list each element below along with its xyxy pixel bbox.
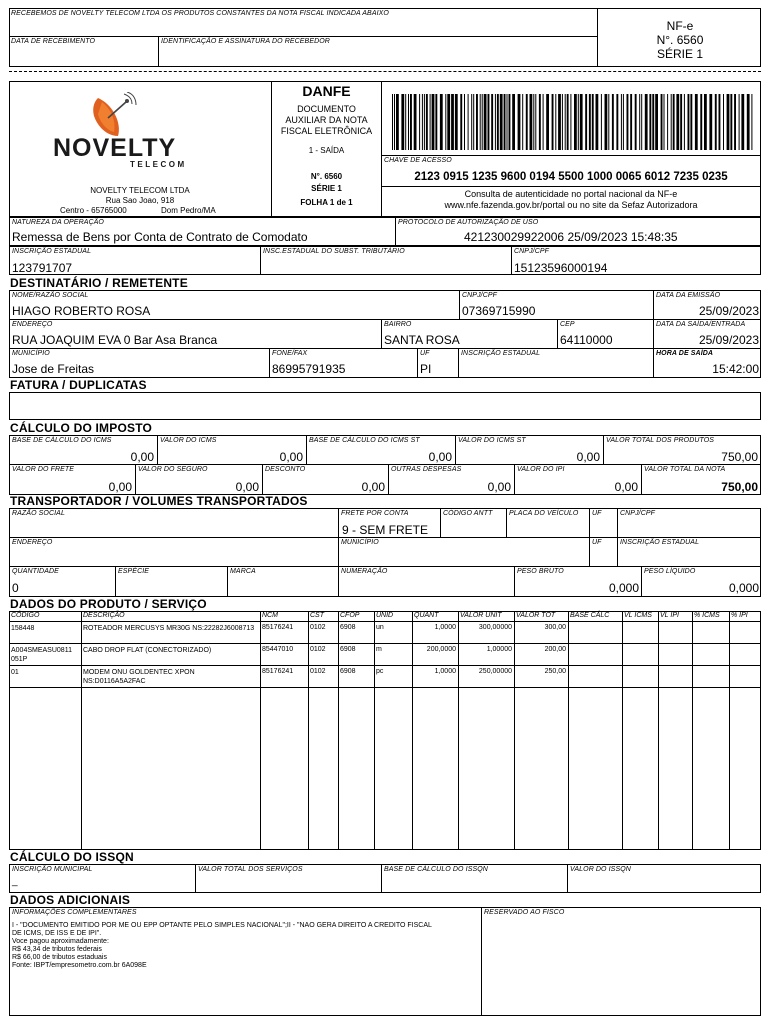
produto-ncm: 85176241 (262, 668, 294, 675)
produto-codigo: A004SMEASU0811 051P (11, 647, 72, 663)
dest-nome-label: NOME/RAZÃO SOCIAL (12, 292, 89, 299)
produtos-header-cell: % ICMS (694, 612, 720, 619)
imposto-label: VALOR TOTAL DA NOTA (644, 466, 726, 473)
barcode-bar (522, 94, 523, 150)
barcode-bar (445, 94, 446, 150)
emitente-endereco: Rua Sao Joao, 918 (105, 196, 175, 205)
emitente-cnpj: 15123596000194 (514, 261, 608, 275)
transp-qtd: 0 (12, 581, 19, 595)
barcode-bar (635, 94, 637, 150)
produto-descricao: CABO DROP FLAT (CONECTORIZADO) (83, 647, 212, 654)
transp-especie-label: ESPÉCIE (118, 568, 150, 575)
canhoto-nfe: NF-e (666, 19, 694, 33)
natureza-value: Remessa de Bens por Conta de Contrato de Comodato (12, 230, 308, 244)
barcode-bar (504, 94, 506, 150)
imposto-label: DESCONTO (265, 466, 306, 473)
produtos-header-cell: VL ICMS (624, 612, 652, 619)
barcode-bar (394, 94, 395, 150)
barcode-bar (414, 94, 417, 150)
produtos-col-divider (374, 611, 375, 850)
produto-cfop: 6908 (340, 668, 356, 675)
barcode-bar (574, 94, 577, 150)
consulta-line2: www.nfe.fazenda.gov.br/portal ou no site da Sefaz Autorizadora (444, 200, 698, 210)
barcode-bar (727, 94, 730, 150)
barcode-bar (562, 94, 563, 150)
produto-descricao: MODEM ONU GOLDENTEC XPON NS:D0116A5A2FAC (83, 669, 195, 685)
transp-bruto: 0,000 (608, 581, 639, 595)
imposto-value: 0,00 (487, 480, 511, 494)
transp-uf-label: UF (592, 510, 602, 517)
produto-cfop: 6908 (340, 646, 356, 653)
transp-liquido-label: PESO LÍQUIDO (644, 568, 696, 575)
produtos-header-cell: CFOP (340, 612, 360, 619)
emitente-cidade: Dom Pedro/MA (161, 206, 216, 215)
barcode-bar (580, 94, 583, 150)
barcode-bar (751, 94, 752, 150)
transp-frete-label: FRETE POR CONTA (341, 510, 409, 517)
produto-unit: 1,00000 (486, 646, 512, 653)
chave-value: 2123 0915 1235 9600 0194 5500 1000 0065 6012 7235 0235 (414, 171, 728, 183)
barcode-bar (565, 94, 566, 150)
issqn-servicos-label: VALOR TOTAL DOS SERVIÇOS (198, 866, 303, 873)
barcode-bar (468, 94, 469, 150)
imposto-value: 0,00 (428, 450, 452, 464)
imposto-value: 0,00 (361, 480, 385, 494)
barcode-bar (673, 94, 675, 150)
produto-descricao: ROTEADOR MERCUSYS MR30G NS:22282J6008713 (83, 625, 255, 632)
dest-cep-label: CEP (560, 321, 575, 328)
imposto-value: 0,00 (279, 450, 303, 464)
barcode-bar (739, 94, 740, 150)
barcode-bar (664, 94, 665, 150)
ie-value: 123791707 (12, 261, 73, 275)
canhoto-ident-label: IDENTIFICAÇÃO E ASSINATURA DO RECEBEDOR (161, 38, 330, 45)
dest-cnpj-label: CNPJ/CPF (462, 292, 498, 299)
barcode-bar (596, 94, 599, 150)
barcode-bar (430, 94, 431, 150)
barcode-bar (645, 94, 648, 150)
imposto-label: VALOR DO FRETE (12, 466, 75, 473)
produtos-col-divider (622, 611, 623, 850)
barcode-bar (741, 94, 744, 150)
barcode-bar (612, 94, 614, 150)
fisco-label: RESERVADO AO FISCO (484, 909, 565, 916)
logo-sub-text: TELECOM (130, 160, 187, 169)
produtos-header-cell: CÓDIGO (11, 612, 40, 619)
barcode-bar (734, 94, 736, 150)
produtos-header-cell: UNID (376, 612, 394, 619)
transp-marca-label: MARCA (230, 568, 256, 575)
barcode-bar (447, 94, 450, 150)
danfe-line3: FISCAL ELETRÔNICA (280, 126, 373, 136)
produtos-header-cell: VALOR TOT (516, 612, 556, 619)
barcode-bar (589, 94, 591, 150)
barcode-bar (608, 94, 609, 150)
barcode-bar (480, 94, 481, 150)
barcode-bar (671, 94, 672, 150)
barcode-bar (605, 94, 608, 150)
barcode-bar (533, 94, 534, 150)
barcode-bar (497, 94, 499, 150)
danfe-numero: N°. 6560 (310, 172, 343, 181)
ie-label: INSCRIÇÃO ESTADUAL (12, 248, 92, 255)
barcode-bar (747, 94, 750, 150)
transp-placa-label: PLACA DO VEÍCULO (509, 510, 579, 517)
transp-razao-label: RAZÃO SOCIAL (12, 510, 65, 517)
imposto-value: 750,00 (721, 450, 758, 464)
novelty-logo (50, 92, 240, 172)
produtos-header-cell: VALOR UNIT (460, 612, 502, 619)
transp-qtd-label: QUANTIDADE (12, 568, 59, 575)
info-line: I - "DOCUMENTO EMITIDO POR ME OU EPP OPTANTE PELO SIMPLES NACIONAL";II - "NAO GERA DIREITO A CREDITO FISCAL (12, 922, 432, 929)
imposto-value: 0,00 (108, 480, 132, 494)
info-line: R$ 43,34 de tributos federais (12, 946, 102, 953)
transp-uf2-label: UF (592, 539, 602, 546)
produtos-col-divider (658, 611, 659, 850)
produto-total: 200,00 (544, 646, 566, 653)
barcode-bar (460, 94, 462, 150)
transp-liquido: 0,000 (728, 581, 759, 595)
info-line: R$ 66,00 de tributos estaduais (12, 954, 107, 961)
produto-unid: un (376, 624, 384, 631)
danfe-title: DANFE (302, 83, 351, 99)
barcode-bar (396, 94, 399, 150)
barcode-bar (616, 94, 618, 150)
dest-uf-label: UF (420, 350, 430, 357)
barcode-bar (440, 94, 443, 150)
produto-cfop: 6908 (340, 624, 356, 631)
barcode (392, 94, 754, 150)
barcode-bar (570, 94, 571, 150)
dest-bairro-label: BAIRRO (384, 321, 412, 328)
barcode-bar (546, 94, 549, 150)
barcode-bar (601, 94, 602, 150)
barcode-bar (432, 94, 435, 150)
fatura-title: FATURA / DUPLICATAS (10, 378, 147, 392)
dest-saida: 25/09/2023 (698, 333, 759, 347)
danfe-serie: SÉRIE 1 (311, 184, 342, 193)
barcode-bar (723, 94, 724, 150)
imposto-label: VALOR DO SEGURO (138, 466, 208, 473)
produtos-col-divider (729, 611, 730, 850)
info-line: Voce pagou aproximadamente: (12, 938, 109, 945)
barcode-bar (680, 94, 682, 150)
dest-fone: 86995791935 (272, 362, 346, 376)
barcode-bar (408, 94, 409, 150)
barcode-bar (435, 94, 437, 150)
produto-unid: pc (376, 668, 384, 675)
emitente-razao: NOVELTY TELECOM LTDA (90, 186, 190, 195)
imposto-value: 0,00 (576, 450, 600, 464)
barcode-bar (649, 94, 651, 150)
imposto-label: OUTRAS DESPESAS (391, 466, 462, 473)
barcode-bar (585, 94, 587, 150)
cut-line (9, 71, 761, 72)
barcode-bar (704, 94, 707, 150)
barcode-bar (455, 94, 458, 150)
produto-codigo: 158448 (11, 625, 35, 632)
info-line: Fonte: IBPT/empresometro.com.br 6A098E (12, 962, 147, 969)
transp-endereco-label: ENDEREÇO (12, 539, 53, 546)
dest-municipio: Jose de Freitas (12, 362, 95, 376)
transp-bruto-label: PESO BRUTO (517, 568, 564, 575)
emitente-bairro: Centro - 65765000 (60, 206, 127, 215)
dest-uf: PI (420, 362, 432, 376)
transp-frete: 9 - SEM FRETE (342, 523, 429, 537)
barcode-bar (451, 94, 454, 150)
barcode-bar (623, 94, 624, 150)
barcode-bar (484, 94, 487, 150)
barcode-bar (730, 94, 732, 150)
dest-saida-label: DATA DA SAÍDA/ENTRADA (656, 321, 746, 328)
transportador-title: TRANSPORTADOR / VOLUMES TRANSPORTADOS (10, 494, 308, 508)
table-row-line (9, 643, 761, 644)
barcode-bar (422, 94, 423, 150)
barcode-bar (512, 94, 515, 150)
barcode-bar (419, 94, 420, 150)
barcode-bar (709, 94, 712, 150)
table-row-line (9, 665, 761, 666)
barcode-bar (630, 94, 632, 150)
barcode-bar (676, 94, 679, 150)
produtos-header-cell: QUANT (414, 612, 439, 619)
barcode-bar (558, 94, 561, 150)
barcode-bar (507, 94, 508, 150)
table-row-line (9, 687, 761, 688)
barcode-bar (719, 94, 721, 150)
imposto-label: VALOR DO IPI (517, 466, 565, 473)
issqn-valor-label: VALOR DO ISSQN (570, 866, 631, 873)
dest-endereco: RUA JOAQUIM EVA 0 Bar Asa Branca (12, 333, 218, 347)
barcode-bar (426, 94, 428, 150)
barcode-bar (491, 94, 493, 150)
info-text (12, 922, 478, 970)
barcode-bar (401, 94, 404, 150)
imposto-value: 0,00 (614, 480, 638, 494)
protocolo-value: 421230029922006 25/09/2023 15:48:35 (464, 230, 678, 244)
emitente-cnpj-label: CNPJ/CPF (514, 248, 550, 255)
barcode-bar (500, 94, 503, 150)
produtos-header-cell: BASE CÁLC (570, 612, 610, 619)
barcode-bar (641, 94, 642, 150)
produtos-header-cell: DESCRIÇÃO (83, 612, 125, 619)
barcode-bar (592, 94, 594, 150)
danfe-tipo: 1 - SAÍDA (308, 146, 345, 155)
transp-ie-label: INSCRIÇÃO ESTADUAL (620, 539, 700, 546)
barcode-bar (627, 94, 629, 150)
imposto-label: VALOR DO ICMS (160, 437, 217, 444)
barcode-bar (488, 94, 490, 150)
barcode-bar (688, 94, 690, 150)
produto-cst: 0102 (310, 668, 326, 675)
transp-antt-label: CÓDIGO ANTT (443, 510, 493, 517)
dest-bairro: SANTA ROSA (384, 333, 460, 347)
barcode-bar (405, 94, 406, 150)
produtos-header-line (9, 621, 761, 622)
produto-codigo: 01 (11, 669, 19, 676)
imposto-label: BASE DE CÁLCULO DO ICMS (12, 437, 112, 444)
dest-municipio-label: MUNICÍPIO (12, 350, 50, 357)
produtos-title: DADOS DO PRODUTO / SERVIÇO (10, 597, 207, 611)
barcode-bar (471, 94, 472, 150)
barcode-bar (539, 94, 541, 150)
barcode-bar (392, 94, 393, 150)
barcode-bar (700, 94, 702, 150)
canhoto-text: RECEBEMOS DE NOVELTY TELECOM LTDA OS PRODUTOS CONSTANTES DA NOTA FISCAL INDICADA ABAIXO (11, 10, 389, 17)
produto-total: 250,00 (544, 668, 566, 675)
logo-main-text: NOVELTY (53, 134, 177, 162)
barcode-bar (518, 94, 521, 150)
barcode-bar (690, 94, 692, 150)
dest-emissao: 25/09/2023 (698, 304, 759, 318)
barcode-bar (410, 94, 412, 150)
produto-cst: 0102 (310, 646, 326, 653)
barcode-bar (543, 94, 544, 150)
imposto-value: 0,00 (130, 450, 154, 464)
chave-label: CHAVE DE ACESSO (384, 157, 452, 164)
danfe-line2: AUXILIAR DA NOTA (285, 115, 368, 125)
barcode-bar (530, 94, 533, 150)
issqn-base-label: BASE DE CÁLCULO DO ISSQN (384, 866, 488, 873)
barcode-bar (655, 94, 658, 150)
consulta-line1: Consulta de autenticidade no portal nacional da NF-e (464, 189, 678, 199)
info-label: INFORMAÇÕES COMPLEMENTARES (12, 909, 137, 916)
imposto-value: 750,00 (721, 480, 758, 494)
dest-hora-label: HORA DE SAÍDA (656, 350, 714, 357)
imposto-label: BASE DE CÁLCULO DO ICMS ST (309, 437, 420, 444)
barcode-bar (526, 94, 528, 150)
produtos-col-divider (308, 611, 309, 850)
protocolo-label: PROTOCOLO DE AUTORIZAÇÃO DE USO (398, 219, 539, 226)
produtos-col-divider (692, 611, 693, 850)
dest-cep: 64110000 (560, 333, 613, 347)
imposto-label: VALOR DO ICMS ST (458, 437, 526, 444)
imposto-label: VALOR TOTAL DOS PRODUTOS (606, 437, 715, 444)
natureza-label: NATUREZA DA OPERAÇÃO (12, 219, 104, 226)
dest-nome: HIAGO ROBERTO ROSA (12, 304, 151, 318)
barcode-bar (482, 94, 483, 150)
produto-ncm: 85447010 (262, 646, 294, 653)
transp-municipio-label: MUNICÍPIO (341, 539, 379, 546)
dest-emissao-label: DATA DA EMISSÃO (656, 292, 721, 299)
imposto-title: CÁLCULO DO IMPOSTO (10, 421, 153, 435)
produtos-col-divider (81, 611, 82, 850)
barcode-bar (552, 94, 554, 150)
barcode-bar (476, 94, 478, 150)
barcode-bar (555, 94, 556, 150)
barcode-bar (661, 94, 663, 150)
produto-total: 300,00 (544, 624, 566, 631)
canhoto-data-label: DATA DE RECEBIMENTO (11, 38, 96, 45)
imposto-value: 0,00 (235, 480, 259, 494)
barcode-bar (715, 94, 717, 150)
barcode-bar (695, 94, 698, 150)
barcode-bar (667, 94, 668, 150)
barcode-bar (424, 94, 425, 150)
danfe-line1: DOCUMENTO (297, 104, 356, 114)
transp-cnpj-label: CNPJ/CPF (620, 510, 656, 517)
dest-endereco-label: ENDEREÇO (12, 321, 53, 328)
fatura-box (9, 392, 761, 420)
issqn-im-label: INSCRIÇÃO MUNICIPAL (12, 866, 93, 873)
barcode-bar (567, 94, 569, 150)
destinatario-title: DESTINATÁRIO / REMETENTE (10, 276, 188, 290)
produto-unid: m (376, 646, 382, 653)
dest-fone-label: FONE/FAX (272, 350, 308, 357)
issqn-im: _ (12, 876, 18, 887)
issqn-title: CÁLCULO DO ISSQN (10, 850, 134, 864)
danfe-folha: FOLHA 1 de 1 (300, 198, 353, 207)
canhoto-serie: SÉRIE 1 (656, 47, 704, 61)
produto-ncm: 85176241 (262, 624, 294, 631)
produtos-header-cell: CST (310, 612, 324, 619)
produto-quant: 1,0000 (434, 668, 456, 675)
barcode-bar (639, 94, 640, 150)
barcode-bar (652, 94, 654, 150)
produto-quant: 1,0000 (434, 624, 456, 631)
produtos-col-divider (568, 611, 569, 850)
barcode-bar (578, 94, 579, 150)
produtos-col-divider (338, 611, 339, 850)
transp-numeracao-label: NUMERAÇÃO (341, 568, 388, 575)
barcode-bar (464, 94, 465, 150)
canhoto-numero: N°. 6560 (656, 33, 704, 47)
produto-unit: 250,00000 (478, 668, 512, 675)
produto-quant: 200,0000 (426, 646, 456, 653)
barcode-bar (495, 94, 496, 150)
barcode-bar (509, 94, 511, 150)
iest-label: INSC.ESTADUAL DO SUBST. TRIBUTÁRIO (263, 248, 405, 255)
dest-ie-label: INSCRIÇÃO ESTADUAL (461, 350, 541, 357)
barcode-bar (684, 94, 685, 150)
produto-unit: 300,00000 (478, 624, 512, 631)
produtos-header-cell: NCM (262, 612, 278, 619)
barcode-bar (535, 94, 536, 150)
adicionais-title: DADOS ADICIONAIS (10, 893, 131, 907)
dest-hora: 15:42:00 (712, 362, 759, 376)
produtos-header-cell: VL IPI (660, 612, 679, 619)
produto-cst: 0102 (310, 624, 326, 631)
barcode-bar (473, 94, 474, 150)
produtos-col-divider (260, 611, 261, 850)
produtos-header-cell: % IPI (731, 612, 748, 619)
barcode-bar (621, 94, 622, 150)
dest-cnpj: 07369715990 (462, 304, 536, 318)
info-line: DE ICMS, DE ISS E DE IPI". (12, 930, 102, 937)
